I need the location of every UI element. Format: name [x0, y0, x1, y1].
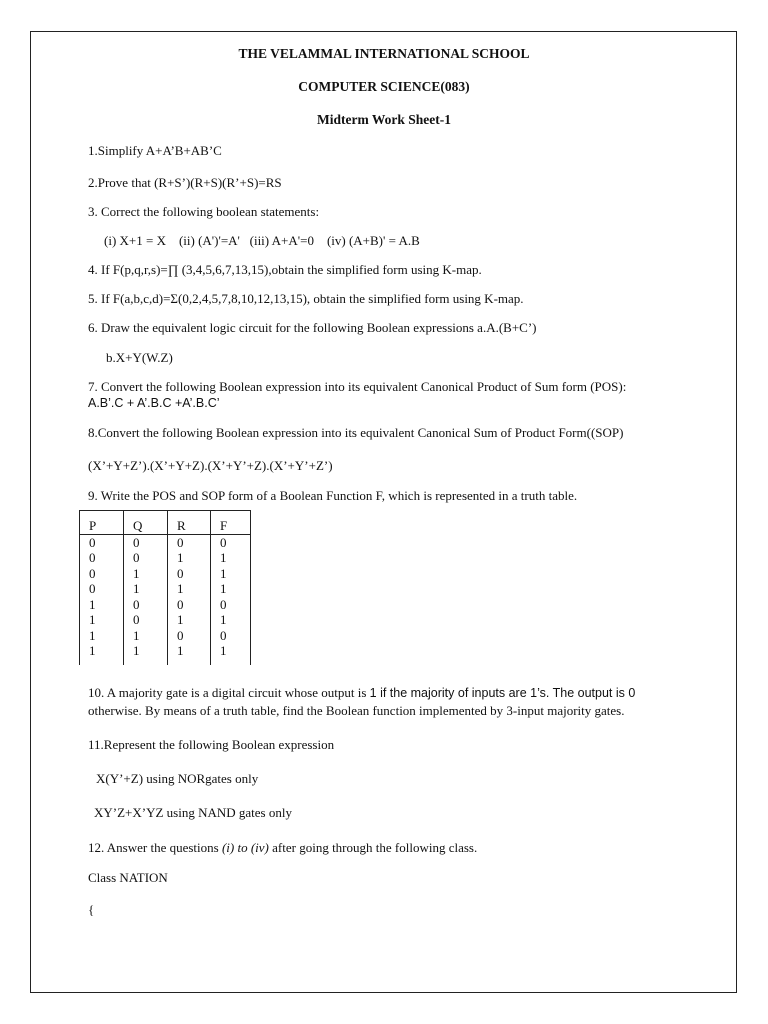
truth-table: [79, 510, 251, 665]
table-cell: 0: [80, 581, 124, 597]
question-3: 3. Correct the following boolean statements:: [88, 204, 320, 219]
class-declaration: Class NATION: [88, 870, 168, 885]
table-cell: 0: [168, 534, 211, 550]
question-10-part-b: 1 if the majority of inputs are 1’s. The output is 0: [369, 686, 636, 700]
question-6: 6. Draw the equivalent logic circuit for the following Boolean expressions a.A.(B+C’): [88, 320, 537, 335]
table-cell: 1: [211, 612, 251, 628]
table-row: [80, 628, 251, 644]
table-cell: 1: [168, 612, 211, 628]
table-cell: 0: [80, 534, 124, 550]
table-cell: 1: [124, 566, 168, 582]
question-10: [88, 684, 708, 719]
question-10-part-a: 10. A majority gate is a digital circuit whose output is: [88, 685, 370, 700]
question-8: 8.Convert the following Boolean expression into its equivalent Canonical Sum of Product Form((SOP): [88, 425, 624, 440]
table-cell: 0: [211, 628, 251, 644]
table-row: [80, 566, 251, 582]
table-cell: 1: [124, 628, 168, 644]
school-title: THE VELAMMAL INTERNATIONAL SCHOOL: [238, 46, 530, 61]
table-cell: 0: [168, 628, 211, 644]
table-row: [80, 550, 251, 566]
table-cell: 1: [80, 612, 124, 628]
question-7: 7. Convert the following Boolean expression into its equivalent Canonical Product of Sum form (POS):: [88, 379, 627, 394]
question-2: 2.Prove that (R+S’)(R+S)(R’+S)=RS: [88, 175, 282, 190]
question-11b: XY’Z+X’YZ using NAND gates only: [94, 805, 292, 820]
table-cell: 1: [211, 566, 251, 582]
table-row: [80, 534, 251, 550]
table-cell: 0: [80, 566, 124, 582]
open-brace: {: [88, 902, 95, 917]
subject-title: COMPUTER SCIENCE(083): [298, 79, 470, 94]
table-cell: 0: [211, 534, 251, 550]
table-cell: 0: [168, 566, 211, 582]
question-12-part-b: (i) to (iv): [221, 840, 269, 855]
table-cell: 0: [124, 612, 168, 628]
question-12: [88, 840, 477, 856]
question-1: 1.Simplify A+A’B+AB’C: [88, 143, 222, 158]
table-row: [80, 612, 251, 628]
table-row: [80, 581, 251, 597]
table-cell: 0: [124, 534, 168, 550]
question-3-parts: (i) X+1 = X (ii) (A')'=A' (iii) A+A'=0 (iv) (A+B)' = A.B: [104, 233, 420, 248]
table-cell: 1: [168, 581, 211, 597]
header-cell: F: [211, 511, 251, 535]
table-cell: 1: [168, 550, 211, 566]
table-cell: 1: [168, 643, 211, 665]
question-9: 9. Write the POS and SOP form of a Boolean Function F, which is represented in a truth table.: [88, 488, 578, 503]
header-cell: Q: [124, 511, 168, 535]
table-row: [80, 597, 251, 613]
table-cell: 0: [80, 550, 124, 566]
question-7-expression: A.B’.C + A’.B.C +A’.B.C’: [88, 396, 220, 410]
header-cell: R: [168, 511, 211, 535]
table-cell: 1: [211, 550, 251, 566]
sheet-title: Midterm Work Sheet-1: [317, 112, 451, 127]
table-cell: 1: [80, 643, 124, 665]
table-cell: 1: [211, 643, 251, 665]
table-cell: 1: [124, 643, 168, 665]
question-11a: X(Y’+Z) using NORgates only: [96, 771, 259, 786]
truth-table-header: [80, 511, 251, 535]
question-10-part-c: otherwise. By means of a truth table, find the Boolean function implemented by 3-input majority gates.: [88, 703, 625, 718]
question-5: 5. If F(a,b,c,d)=Σ(0,2,4,5,7,8,10,12,13,15), obtain the simplified form using K-map.: [88, 291, 524, 306]
table-cell: 0: [211, 597, 251, 613]
question-11: 11.Represent the following Boolean expression: [88, 737, 335, 752]
question-6b: b.X+Y(W.Z): [106, 350, 173, 365]
table-row: [80, 643, 251, 665]
table-cell: 1: [80, 628, 124, 644]
header-cell: P: [80, 511, 124, 535]
question-12-part-a: 12. Answer the questions: [88, 840, 222, 855]
table-cell: 1: [211, 581, 251, 597]
table-cell: 0: [124, 597, 168, 613]
table-cell: 1: [124, 581, 168, 597]
question-8-expression: (X’+Y+Z’).(X’+Y+Z).(X’+Y’+Z).(X’+Y’+Z’): [88, 458, 333, 473]
question-12-part-c: after going through the following class.: [268, 840, 478, 855]
table-cell: 0: [124, 550, 168, 566]
question-4: 4. If F(p,q,r,s)=∏ (3,4,5,6,7,13,15),obtain the simplified form using K-map.: [88, 262, 482, 277]
table-cell: 0: [168, 597, 211, 613]
table-cell: 1: [80, 597, 124, 613]
